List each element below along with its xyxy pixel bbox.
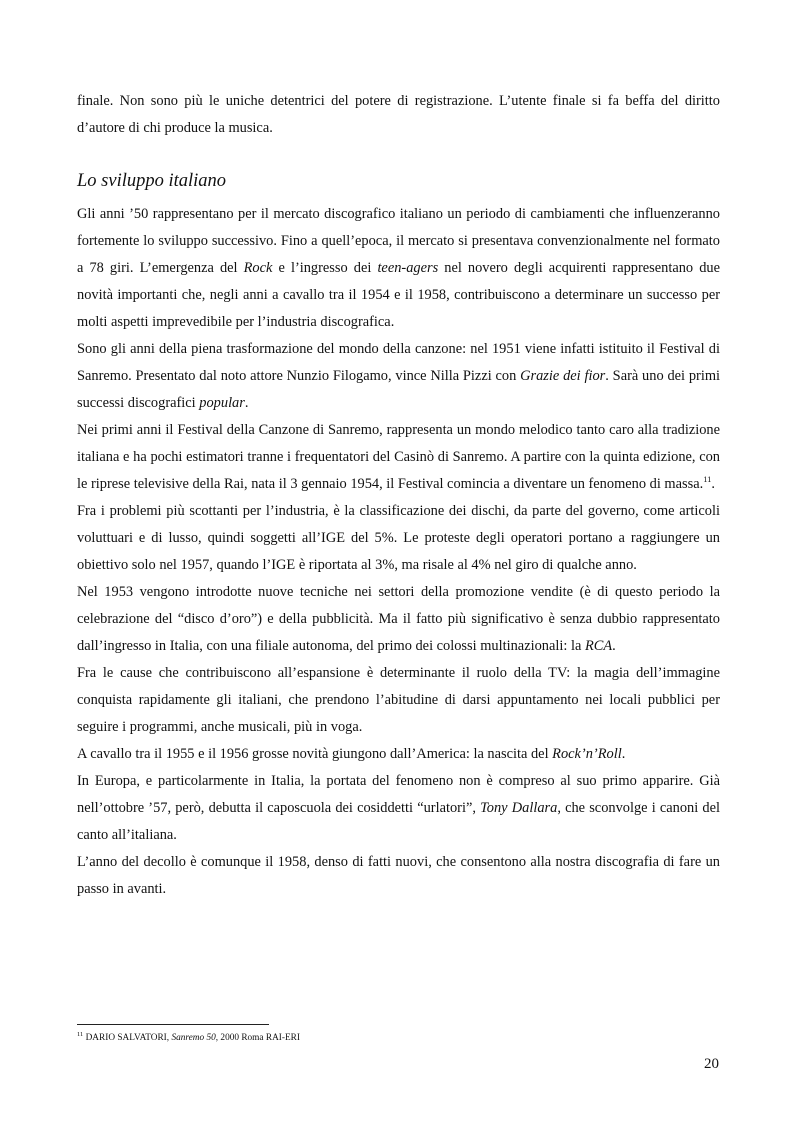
paragraph-8: In Europa, e particolarmente in Italia, la portata del fenomeno non è compreso al suo primo apparire. Già nell’ottobre ’57, però, debutta il caposcuola dei cosiddetti “urlatori”, Tony Dallara, che sconvolge i canoni del canto all’italiana. bbox=[77, 773, 720, 843]
paragraph-continuation: finale. Non sono più le uniche detentrici del potere di registrazione. L’utente finale si fa beffa del diritto d’autore di chi produce la musica. bbox=[77, 93, 720, 136]
footnote-number: 11 bbox=[77, 1030, 84, 1038]
footnote: $^{11}$ DARIO SALVATORI, Sanremo 50, 2000 Roma RAI-ERI bbox=[77, 1030, 300, 1043]
paragraph-9: L’anno del decollo è comunque il 1958, denso di fatti nuovi, che consentono alla nostra discografia di fare un passo in avanti. bbox=[77, 854, 720, 897]
footnote-divider bbox=[77, 1024, 269, 1025]
footnote-reference[interactable]: 11 bbox=[703, 474, 712, 485]
section-heading: Lo sviluppo italiano bbox=[77, 171, 227, 191]
page-number: 20 bbox=[704, 1056, 719, 1072]
paragraph-1: Gli anni ’50 rappresentano per il mercato discografico italiano un periodo di cambiamenti che influenzeranno fortemente lo sviluppo successivo. Fino a quell’epoca, il mercato si presentava convenzionalmente nel formato a 78 giri. L’emergenza del Rock e l’ingresso dei teen-agers nel novero degli acquirenti rappresentano due novità importanti che, negli anni a cavallo tra il 1954 e il 1958, contribuiscono a determinare un successo per molti aspetti imprevedibile per l’industria discografica. bbox=[77, 206, 720, 330]
paragraph-6: Fra le cause che contribuiscono all’espansione è determinante il ruolo della TV: la magia dell’immagine conquista rapidamente gli italiani, che prendono l’abitudine di darsi appuntamento nei locali pubblici per seguire i programmi, anche musicali, più in voga. bbox=[77, 665, 720, 735]
paragraph-3: Nei primi anni il Festival della Canzone di Sanremo, rappresenta un mondo melodico tanto caro alla tradizione italiana e ha pochi estimatori tranne i frequentatori del Casinò di Sanremo. A partire con la quinta edizione, con le riprese televisive della Rai, nata il 3 gennaio 1954, il Festival comincia a diventare un fenomeno di massa.$^{11}$. bbox=[77, 422, 720, 492]
paragraph-7: A cavallo tra il 1955 e il 1956 grosse novità giungono dall’America: la nascita del Rock’n’Roll. bbox=[77, 746, 626, 762]
continued-paragraph bbox=[77, 88, 720, 142]
section-body bbox=[77, 201, 720, 903]
paragraph-4: Fra i problemi più scottanti per l’industria, è la classificazione dei dischi, da parte del governo, come articoli voluttuari e di lusso, quindi soggetti all’IGE del 5%. Le proteste degli operatori portano a raggiungere un obiettivo solo nel 1957, quando l’IGE è riportata al 3%, ma risale al 4% nel giro di qualche anno. bbox=[77, 503, 720, 573]
paragraph-2: Sono gli anni della piena trasformazione del mondo della canzone: nel 1951 viene infatti istituito il Festival di Sanremo. Presentato dal noto attore Nunzio Filogamo, vince Nilla Pizzi con Grazie dei fior. Sarà uno dei primi successi discografici popular. bbox=[77, 341, 721, 411]
paragraph-5: Nel 1953 vengono introdotte nuove tecniche nei settori della promozione vendite (è di questo periodo la celebrazione del “disco d’oro”) e della pubblicità. Ma il fatto più significativo è senza dubbio rappresentato dall’ingresso in Italia, con una filiale autonoma, del primo dei colossi multinazionali: la RCA. bbox=[77, 584, 720, 654]
